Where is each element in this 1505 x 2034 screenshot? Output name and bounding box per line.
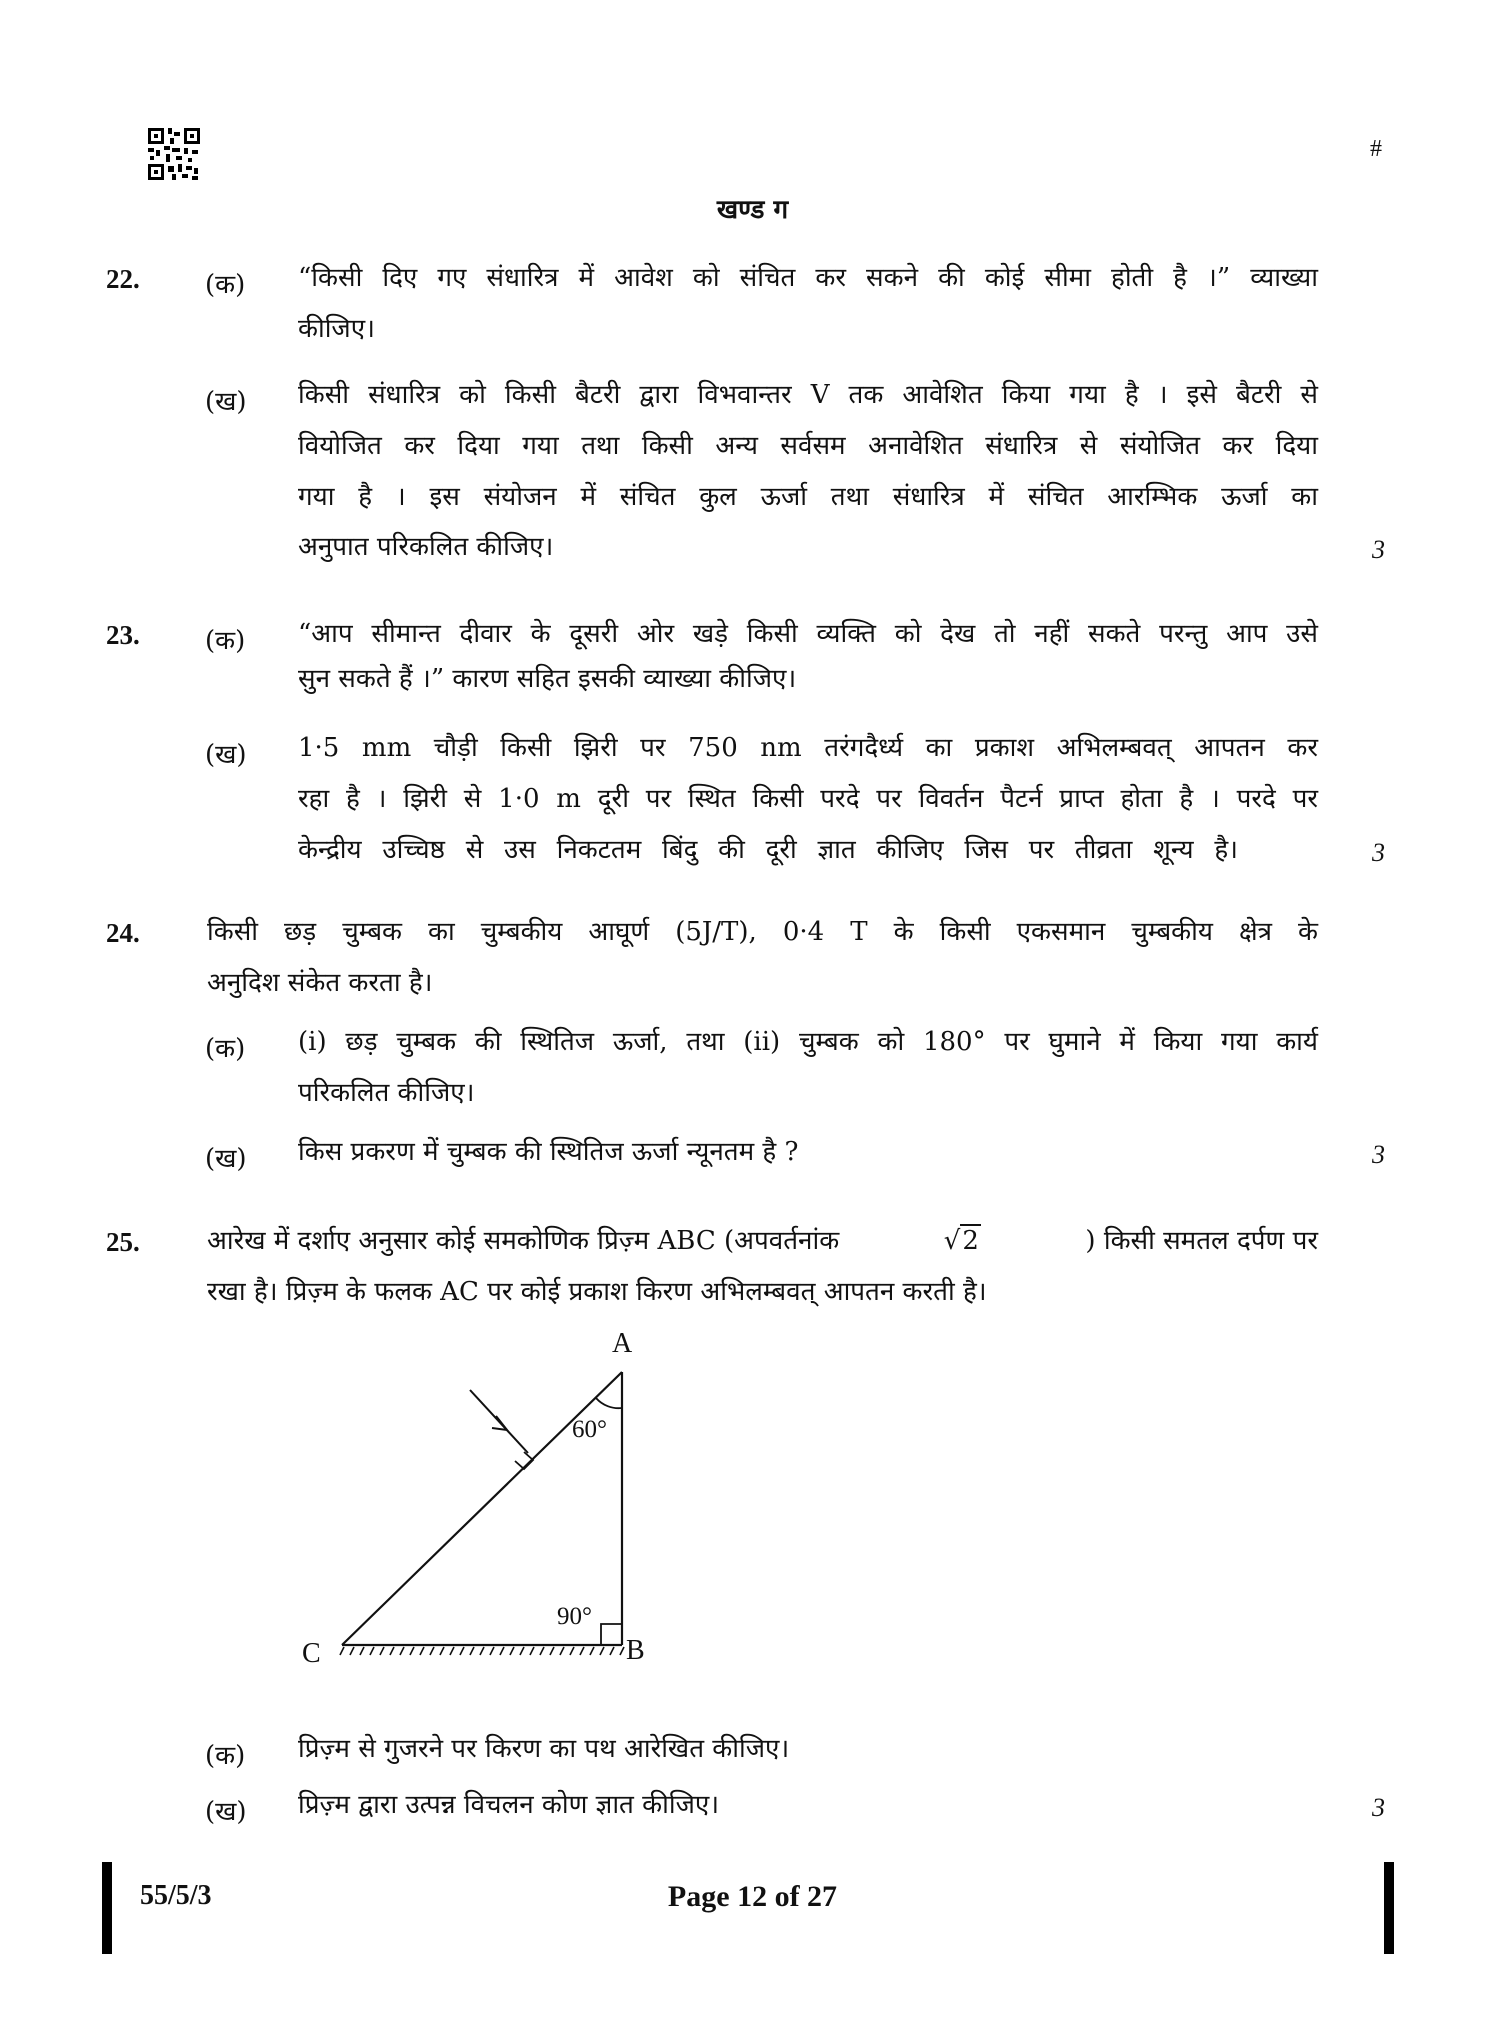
question-text-line: परिकलित कीजिए। xyxy=(298,1078,475,1108)
paper-code: 55/5/3 xyxy=(140,1880,212,1911)
question-text-line: वियोजित कर दिया गया तथा किसी अन्य सर्वसम अनावेशित संधारित्र से संयोजित कर दिया xyxy=(298,431,1318,461)
question-text-line: गया है । इस संयोजन में संचित कुल ऊर्जा तथा संधारित्र में संचित आरम्भिक ऊर्जा का xyxy=(298,482,1318,512)
question-text-line: रहा है । झिरी से 1·0 m दूरी पर स्थित किसी परदे पर विवर्तन पैटर्न प्राप्त होता है । परदे पर xyxy=(298,784,1318,814)
corner-mark: # xyxy=(1370,136,1382,162)
marks: 3 xyxy=(1372,838,1385,867)
part-label: (ख) xyxy=(205,1144,247,1174)
part-label: (क) xyxy=(205,270,246,300)
stem-text: आरेख में दर्शाए अनुसार कोई समकोणिक प्रिज़्म ABC (अपवर्तनांक xyxy=(207,1226,840,1256)
part-label: (ख) xyxy=(205,387,247,417)
angle-b-label: 90° xyxy=(557,1603,592,1630)
vertex-a-label: A xyxy=(612,1328,633,1359)
sqrt-radicand: 2 xyxy=(962,1226,979,1256)
vertex-c-label: C xyxy=(302,1638,321,1669)
section-title: खण्ड ग xyxy=(716,195,789,225)
stem-text: ) किसी समतल दर्पण पर xyxy=(1085,1226,1318,1256)
part-label: (ख) xyxy=(205,1797,247,1827)
angle-a-label: 60° xyxy=(572,1416,607,1443)
question-text-line: “आप सीमान्त दीवार के दूसरी ओर खड़े किसी व्यक्ति को देख तो नहीं सकते परन्तु आप उसे xyxy=(298,619,1318,649)
prism-diagram xyxy=(300,1320,680,1690)
sqrt-expression: √2 xyxy=(943,1226,979,1256)
question-number: 23. xyxy=(106,620,140,650)
question-text-line: किस प्रकरण में चुम्बक की स्थितिज ऊर्जा न्यूनतम है ? xyxy=(298,1137,799,1167)
question-number: 25. xyxy=(106,1227,140,1257)
question-text-line: किसी छड़ चुम्बक का चुम्बकीय आघूर्ण (5J/T), 0·4 T के किसी एकसमान चुम्बकीय क्षेत्र के xyxy=(207,917,1318,947)
question-text-line: सुन सकते हैं ।” कारण सहित इसकी व्याख्या कीजिए। xyxy=(298,664,797,694)
question-text-line xyxy=(207,1228,1318,1254)
question-text-line: अनुपात परिकलित कीजिए। xyxy=(298,532,554,562)
question-text-line: किसी संधारित्र को किसी बैटरी द्वारा विभवान्तर V तक आवेशित किया गया है । इसे बैटरी से xyxy=(298,380,1318,410)
question-text-line: (i) छड़ चुम्बक की स्थितिज ऊर्जा, तथा (ii) चुम्बक को 180° पर घुमाने में किया गया कार्य xyxy=(298,1027,1318,1057)
question-text-line: अनुदिश संकेत करता है। xyxy=(207,968,433,998)
question-number: 24. xyxy=(106,918,140,948)
page-number: Page 12 of 27 xyxy=(667,1880,838,1913)
question-text-line: “किसी दिए गए संधारित्र में आवेश को संचित कर सकने की कोई सीमा होती है ।” व्याख्या xyxy=(298,263,1318,293)
question-text-line: रखा है। प्रिज़्म के फलक AC पर कोई प्रकाश किरण अभिलम्बवत् आपतन करती है। xyxy=(207,1277,987,1307)
question-text-line: प्रिज़्म द्वारा उत्पन्न विचलन कोण ज्ञात कीजिए। xyxy=(298,1790,720,1820)
question-text-line: कीजिए। xyxy=(298,314,375,344)
question-text-line: 1·5 mm चौड़ी किसी झिरी पर 750 nm तरंगदैर्ध्य का प्रकाश अभिलम्बवत् आपतन कर xyxy=(298,733,1318,763)
vertex-b-label: B xyxy=(626,1635,645,1666)
part-label: (ख) xyxy=(205,740,247,770)
qr-code-icon xyxy=(148,128,200,180)
question-text-line: केन्द्रीय उच्चिष्ठ से उस निकटतम बिंदु की दूरी ज्ञात कीजिए जिस पर तीव्रता शून्य है। xyxy=(298,835,1238,865)
part-label: (क) xyxy=(205,626,246,656)
part-label: (क) xyxy=(205,1034,246,1064)
marks: 3 xyxy=(1372,1793,1385,1822)
question-number: 22. xyxy=(106,264,140,294)
question-text-line: प्रिज़्म से गुजरने पर किरण का पथ आरेखित कीजिए। xyxy=(298,1734,790,1764)
marks: 3 xyxy=(1372,535,1385,564)
part-label: (क) xyxy=(205,1741,246,1771)
marks: 3 xyxy=(1372,1140,1385,1169)
